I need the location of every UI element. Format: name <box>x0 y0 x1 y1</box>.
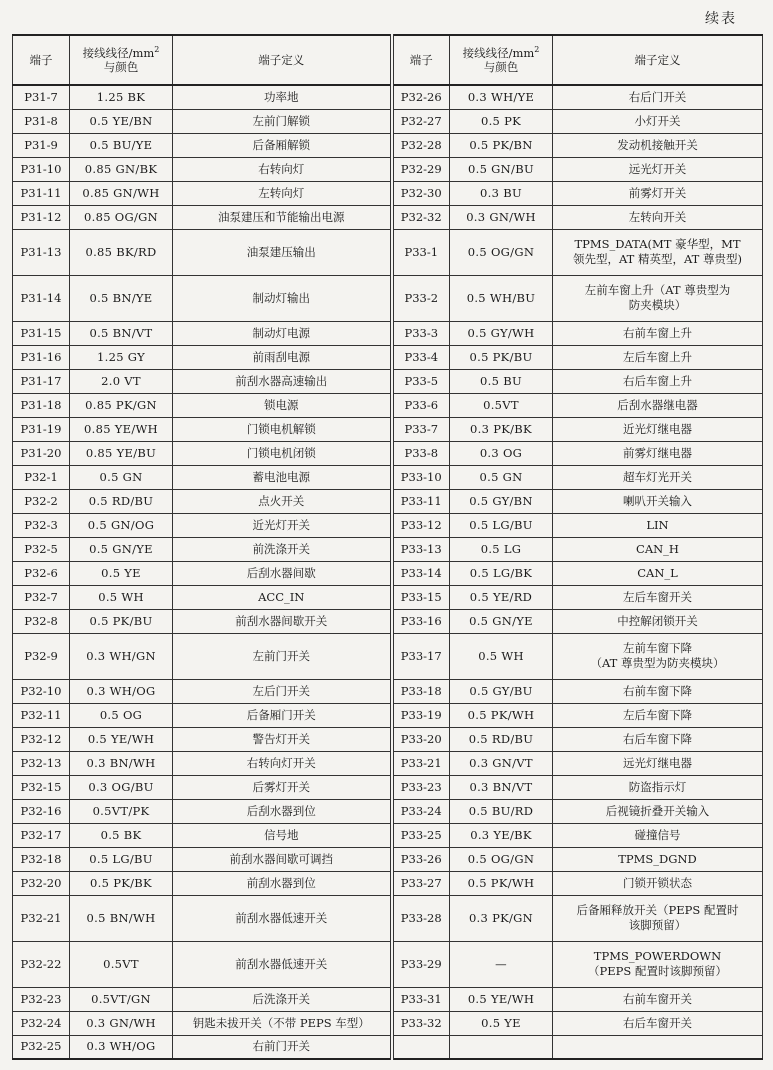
terminal-id: P33-13 <box>392 537 450 561</box>
terminal-id: P33-5 <box>392 369 450 393</box>
wire-spec: 0.3 BN/VT <box>450 775 553 799</box>
terminal-definition: 近光灯开关 <box>173 513 392 537</box>
terminal-definition: LIN <box>553 513 763 537</box>
wire-spec: 0.3 GN/VT <box>450 751 553 775</box>
table-row <box>13 229 763 275</box>
table-row <box>13 369 763 393</box>
terminal-definition: 后雾灯开关 <box>173 775 392 799</box>
terminal-definition: 左后车窗上升 <box>553 345 763 369</box>
definition-line: （AT 尊贵型为防夹模块） <box>590 656 725 670</box>
terminal-id: P32-27 <box>392 109 450 133</box>
terminal-definition: 中控解闭锁开关 <box>553 609 763 633</box>
wire-spec: 0.3 PK/BK <box>450 417 553 441</box>
empty-cell <box>450 1035 553 1059</box>
terminal-id: P31-8 <box>13 109 70 133</box>
terminal-id: P32-24 <box>13 1011 70 1035</box>
terminal-definition: 右前车窗上升 <box>553 321 763 345</box>
table-row <box>13 157 763 181</box>
terminal-definition: 制动灯输出 <box>173 275 392 321</box>
table-header-row <box>13 35 763 85</box>
table-row <box>13 513 763 537</box>
terminal-definition: 前洗涤开关 <box>173 537 392 561</box>
header-definition: 端子定义 <box>553 35 763 85</box>
terminal-definition: 后刮水器到位 <box>173 799 392 823</box>
table-row <box>13 823 763 847</box>
terminal-definition: 右前车窗下降 <box>553 679 763 703</box>
wire-spec: 0.3 OG <box>450 441 553 465</box>
terminal-id: P33-23 <box>392 775 450 799</box>
wire-spec: 0.5VT <box>70 941 173 987</box>
wire-spec: 0.5 BN/YE <box>70 275 173 321</box>
table-row <box>13 871 763 895</box>
terminal-definition: 油泵建压和节能输出电源 <box>173 205 392 229</box>
terminal-id: P32-8 <box>13 609 70 633</box>
wire-spec: 0.3 WH/GN <box>70 633 173 679</box>
table-row <box>13 1011 763 1035</box>
terminal-definition: 右后车窗下降 <box>553 727 763 751</box>
table-row <box>13 609 763 633</box>
terminal-definition: 前雾灯继电器 <box>553 441 763 465</box>
terminal-id: P33-1 <box>392 229 450 275</box>
terminal-id: P32-32 <box>392 205 450 229</box>
table-row <box>13 751 763 775</box>
terminal-id: P32-10 <box>13 679 70 703</box>
wire-spec: 0.5 YE <box>450 1011 553 1035</box>
wire-spec: 0.85 YE/WH <box>70 417 173 441</box>
terminal-id: P32-26 <box>392 85 450 109</box>
wire-spec: 0.5VT/GN <box>70 987 173 1011</box>
terminal-id: P33-31 <box>392 987 450 1011</box>
table-row <box>13 703 763 727</box>
table-row <box>13 109 763 133</box>
terminal-definition <box>553 895 763 941</box>
wire-spec: 0.85 YE/BU <box>70 441 173 465</box>
definition-line: 后备厢释放开关（PEPS 配置时 <box>576 903 739 918</box>
table-row <box>13 633 763 679</box>
header-terminal: 端子 <box>392 35 450 85</box>
table-row <box>13 345 763 369</box>
terminal-id: P33-11 <box>392 489 450 513</box>
table-row <box>13 537 763 561</box>
terminal-definition: 左后车窗开关 <box>553 585 763 609</box>
terminal-definition: 近光灯继电器 <box>553 417 763 441</box>
wire-spec: 0.5 PK <box>450 109 553 133</box>
terminal-definition: 喇叭开关输入 <box>553 489 763 513</box>
wire-spec: 0.5 YE/WH <box>70 727 173 751</box>
terminal-id: P33-18 <box>392 679 450 703</box>
terminal-definition: CAN_L <box>553 561 763 585</box>
terminal-definition: 后备厢门开关 <box>173 703 392 727</box>
table-row <box>13 679 763 703</box>
wire-spec: 0.85 BK/RD <box>70 229 173 275</box>
terminal-id: P33-6 <box>392 393 450 417</box>
wire-spec: 0.85 GN/WH <box>70 181 173 205</box>
terminal-definition: 信号地 <box>173 823 392 847</box>
terminal-id: P31-19 <box>13 417 70 441</box>
wire-spec: — <box>450 941 553 987</box>
wire-spec: 1.25 GY <box>70 345 173 369</box>
wire-spec: 0.5 PK/BK <box>70 871 173 895</box>
terminal-id: P33-10 <box>392 465 450 489</box>
definition-line: 领先型，AT 精英型，AT 尊贵型) <box>573 252 742 266</box>
table-row <box>13 465 763 489</box>
wire-spec: 0.5 LG/BU <box>70 847 173 871</box>
wire-spec: 0.5 LG <box>450 537 553 561</box>
wire-spec: 2.0 VT <box>70 369 173 393</box>
terminal-definition <box>553 633 763 679</box>
continued-table-label: 续表 <box>705 11 737 27</box>
terminal-definition: 远光灯开关 <box>553 157 763 181</box>
table-row <box>13 775 763 799</box>
terminal-id: P33-25 <box>392 823 450 847</box>
terminal-id: P32-23 <box>13 987 70 1011</box>
table-row <box>13 275 763 321</box>
wire-spec: 0.5 RD/BU <box>70 489 173 513</box>
terminal-id: P31-7 <box>13 85 70 109</box>
terminal-id: P31-14 <box>13 275 70 321</box>
terminal-definition: 前刮水器低速开关 <box>173 941 392 987</box>
terminal-definition: 左后车窗下降 <box>553 703 763 727</box>
table-row <box>13 585 763 609</box>
terminal-id: P32-11 <box>13 703 70 727</box>
wire-spec: 0.5 BN/VT <box>70 321 173 345</box>
wire-spec: 0.5 YE/RD <box>450 585 553 609</box>
wire-spec: 0.5 GY/WH <box>450 321 553 345</box>
terminal-definition: 远光灯继电器 <box>553 751 763 775</box>
table-row <box>13 941 763 987</box>
terminal-id: P33-15 <box>392 585 450 609</box>
terminal-definition: 前雨刮电源 <box>173 345 392 369</box>
wire-spec: 0.5 PK/BU <box>450 345 553 369</box>
wire-spec: 0.5 BU <box>450 369 553 393</box>
terminal-definition: 左前门开关 <box>173 633 392 679</box>
terminal-id: P32-22 <box>13 941 70 987</box>
wire-spec: 0.3 YE/BK <box>450 823 553 847</box>
terminal-id: P33-24 <box>392 799 450 823</box>
terminal-id: P33-21 <box>392 751 450 775</box>
terminal-id: P33-32 <box>392 1011 450 1035</box>
table-row <box>13 561 763 585</box>
header-wire: 接线线径$/mm^2$ 与颜色 <box>450 35 553 85</box>
terminal-id: P32-25 <box>13 1035 70 1059</box>
terminal-id: P33-8 <box>392 441 450 465</box>
definition-line: （PEPS 配置时该脚预留） <box>588 964 727 978</box>
terminal-id: P33-20 <box>392 727 450 751</box>
terminal-definition: 前刮水器间歇可调挡 <box>173 847 392 871</box>
terminal-definition: 右后门开关 <box>553 85 763 109</box>
terminal-id: P32-28 <box>392 133 450 157</box>
wire-spec: 0.3 WH/YE <box>450 85 553 109</box>
wire-spec: 0.5 GN <box>450 465 553 489</box>
wire-spec: 0.5 YE/WH <box>450 987 553 1011</box>
terminal-definition: 右后车窗开关 <box>553 1011 763 1035</box>
terminal-id: P32-17 <box>13 823 70 847</box>
terminal-id: P32-9 <box>13 633 70 679</box>
wire-spec: 0.3 OG/BU <box>70 775 173 799</box>
wire-spec: 0.5 GN/OG <box>70 513 173 537</box>
terminal-id: P32-18 <box>13 847 70 871</box>
table-row <box>13 895 763 941</box>
terminal-definition: 后视镜折叠开关输入 <box>553 799 763 823</box>
terminal-definition: 警告灯开关 <box>173 727 392 751</box>
terminal-definition: 左转向灯 <box>173 181 392 205</box>
wire-spec: 0.3 GN/WH <box>70 1011 173 1035</box>
definition-line: 该脚预留） <box>628 918 687 932</box>
wire-spec: 0.5 GY/BU <box>450 679 553 703</box>
terminal-id: P32-7 <box>13 585 70 609</box>
wire-spec: 0.5 WH/BU <box>450 275 553 321</box>
terminal-id: P32-12 <box>13 727 70 751</box>
table-row <box>13 181 763 205</box>
wire-spec: 0.5 YE <box>70 561 173 585</box>
wire-spec: 0.5 GN/YE <box>450 609 553 633</box>
terminal-definition: 左后门开关 <box>173 679 392 703</box>
terminal-definition: 前雾灯开关 <box>553 181 763 205</box>
terminal-id: P33-17 <box>392 633 450 679</box>
terminal-definition: 门锁电机解锁 <box>173 417 392 441</box>
terminal-definition: 功率地 <box>173 85 392 109</box>
terminal-id: P33-4 <box>392 345 450 369</box>
terminal-id: P33-19 <box>392 703 450 727</box>
terminal-id: P32-6 <box>13 561 70 585</box>
table-row <box>13 727 763 751</box>
terminal-id: P32-5 <box>13 537 70 561</box>
terminal-id: P32-1 <box>13 465 70 489</box>
terminal-definition: 后刮水器间歇 <box>173 561 392 585</box>
header-wire: 接线线径$/mm^2$ 与颜色 <box>70 35 173 85</box>
terminal-definition: 后刮水器继电器 <box>553 393 763 417</box>
terminal-id: P32-29 <box>392 157 450 181</box>
terminal-definition: 碰撞信号 <box>553 823 763 847</box>
definition-line: TPMS_DATA(MT 豪华型，MT <box>574 237 741 252</box>
wire-spec: 0.3 BU <box>450 181 553 205</box>
terminal-definition <box>553 941 763 987</box>
wire-spec: 0.5 OG <box>70 703 173 727</box>
wire-spec: 0.5 BU/RD <box>450 799 553 823</box>
terminal-definition-table <box>12 34 763 1060</box>
terminal-id: P32-21 <box>13 895 70 941</box>
table-row <box>13 489 763 513</box>
terminal-id: P33-2 <box>392 275 450 321</box>
wire-spec: 0.5 WH <box>70 585 173 609</box>
terminal-id: P31-20 <box>13 441 70 465</box>
table-row <box>13 393 763 417</box>
terminal-definition: 前刮水器到位 <box>173 871 392 895</box>
terminal-definition: 油泵建压输出 <box>173 229 392 275</box>
terminal-definition: 超车灯光开关 <box>553 465 763 489</box>
terminal-definition: 右转向灯 <box>173 157 392 181</box>
wire-spec: 0.5 GN/YE <box>70 537 173 561</box>
terminal-definition: 右后车窗上升 <box>553 369 763 393</box>
wire-spec: 0.85 OG/GN <box>70 205 173 229</box>
table-row <box>13 133 763 157</box>
terminal-definition: 前刮水器低速开关 <box>173 895 392 941</box>
terminal-id: P32-20 <box>13 871 70 895</box>
wire-spec: 0.5VT/PK <box>70 799 173 823</box>
header-definition: 端子定义 <box>173 35 392 85</box>
terminal-id: P32-16 <box>13 799 70 823</box>
table-row <box>13 1035 763 1059</box>
terminal-id: P31-13 <box>13 229 70 275</box>
terminal-id: P33-7 <box>392 417 450 441</box>
wire-spec: 0.5 YE/BN <box>70 109 173 133</box>
terminal-definition: 门锁开锁状态 <box>553 871 763 895</box>
wire-spec: 0.5 LG/BU <box>450 513 553 537</box>
wire-spec: 0.85 PK/GN <box>70 393 173 417</box>
terminal-id: P33-12 <box>392 513 450 537</box>
terminal-definition <box>553 275 763 321</box>
empty-cell <box>392 1035 450 1059</box>
terminal-id: P31-10 <box>13 157 70 181</box>
terminal-definition: CAN_H <box>553 537 763 561</box>
wire-spec: 0.5 WH <box>450 633 553 679</box>
terminal-definition: 右前门开关 <box>173 1035 392 1059</box>
terminal-id: P32-30 <box>392 181 450 205</box>
wire-spec: 0.5 GY/BN <box>450 489 553 513</box>
wire-spec: 0.5 RD/BU <box>450 727 553 751</box>
wire-spec: 0.3 BN/WH <box>70 751 173 775</box>
table-row <box>13 441 763 465</box>
table-row <box>13 847 763 871</box>
wire-spec: 0.5 BU/YE <box>70 133 173 157</box>
wire-spec: 0.3 WH/OG <box>70 679 173 703</box>
definition-line: TPMS_POWERDOWN <box>593 949 722 964</box>
terminal-definition: 右转向灯开关 <box>173 751 392 775</box>
wire-spec: 0.5 GN/BU <box>450 157 553 181</box>
terminal-id: P31-15 <box>13 321 70 345</box>
terminal-id: P33-3 <box>392 321 450 345</box>
terminal-id: P33-28 <box>392 895 450 941</box>
wire-spec: 0.5 BK <box>70 823 173 847</box>
terminal-definition: 左前门解锁 <box>173 109 392 133</box>
table-row <box>13 799 763 823</box>
terminal-definition: 门锁电机闭锁 <box>173 441 392 465</box>
wire-spec: 0.3 GN/WH <box>450 205 553 229</box>
terminal-definition: 制动灯电源 <box>173 321 392 345</box>
header-terminal: 端子 <box>13 35 70 85</box>
terminal-id: P33-27 <box>392 871 450 895</box>
terminal-definition: 锁电源 <box>173 393 392 417</box>
wire-spec: 1.25 BK <box>70 85 173 109</box>
terminal-id: P31-16 <box>13 345 70 369</box>
terminal-definition: 发动机接触开关 <box>553 133 763 157</box>
terminal-id: P33-29 <box>392 941 450 987</box>
terminal-definition: 点火开关 <box>173 489 392 513</box>
table-row <box>13 321 763 345</box>
terminal-id: P31-12 <box>13 205 70 229</box>
definition-line: 左前车窗下降 <box>623 641 692 656</box>
terminal-definition: 前刮水器高速输出 <box>173 369 392 393</box>
wire-spec: 0.5 PK/BN <box>450 133 553 157</box>
terminal-definition: 前刮水器间歇开关 <box>173 609 392 633</box>
table-row <box>13 85 763 109</box>
table-body <box>13 85 763 1059</box>
wire-spec: 0.5 OG/GN <box>450 229 553 275</box>
terminal-id: P32-15 <box>13 775 70 799</box>
terminal-definition: TPMS_DGND <box>553 847 763 871</box>
table-row <box>13 417 763 441</box>
terminal-definition <box>553 229 763 275</box>
terminal-definition: 右前车窗开关 <box>553 987 763 1011</box>
wire-spec: 0.85 GN/BK <box>70 157 173 181</box>
terminal-id: P31-17 <box>13 369 70 393</box>
terminal-definition: ACC_IN <box>173 585 392 609</box>
wire-spec: 0.3 PK/GN <box>450 895 553 941</box>
wire-spec: 0.5VT <box>450 393 553 417</box>
table-row <box>13 987 763 1011</box>
wire-spec: 0.3 WH/OG <box>70 1035 173 1059</box>
terminal-definition: 后洗涤开关 <box>173 987 392 1011</box>
terminal-id: P32-2 <box>13 489 70 513</box>
wire-spec: 0.5 PK/BU <box>70 609 173 633</box>
terminal-id: P33-14 <box>392 561 450 585</box>
terminal-definition: 左转向开关 <box>553 205 763 229</box>
terminal-id: P31-18 <box>13 393 70 417</box>
terminal-id: P32-3 <box>13 513 70 537</box>
definition-line: 左前车窗上升（AT 尊贵型为 <box>584 283 731 298</box>
terminal-id: P31-9 <box>13 133 70 157</box>
wire-spec: 0.5 GN <box>70 465 173 489</box>
wire-spec: 0.5 PK/WH <box>450 703 553 727</box>
definition-line: 防夹模块） <box>628 298 687 312</box>
terminal-id: P33-26 <box>392 847 450 871</box>
terminal-definition: 钥匙未拔开关（不带 PEPS 车型） <box>173 1011 392 1035</box>
terminal-definition: 后备厢解锁 <box>173 133 392 157</box>
terminal-id: P32-13 <box>13 751 70 775</box>
terminal-definition: 蓄电池电源 <box>173 465 392 489</box>
terminal-definition: 小灯开关 <box>553 109 763 133</box>
table-row <box>13 205 763 229</box>
wire-spec: 0.5 LG/BK <box>450 561 553 585</box>
empty-cell <box>553 1035 763 1059</box>
wire-spec: 0.5 BN/WH <box>70 895 173 941</box>
terminal-id: P31-11 <box>13 181 70 205</box>
wire-spec: 0.5 PK/WH <box>450 871 553 895</box>
wire-spec: 0.5 OG/GN <box>450 847 553 871</box>
terminal-definition: 防盗指示灯 <box>553 775 763 799</box>
terminal-id: P33-16 <box>392 609 450 633</box>
